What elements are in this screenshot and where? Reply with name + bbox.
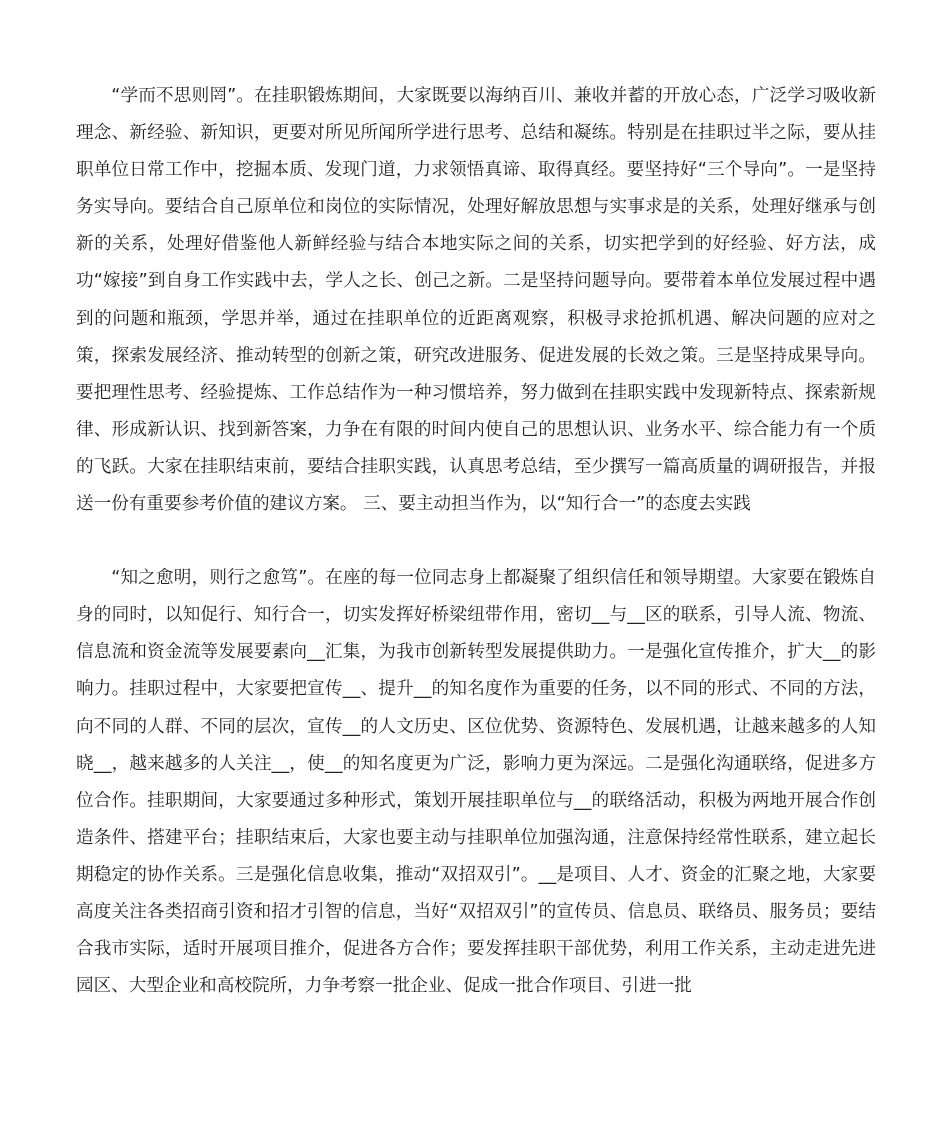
paragraph-1: “学而不思则罔”。在挂职锻炼期间，大家既要以海纳百川、兼收并蓄的开放心态，广泛学习吸收新理念、新经验、新知识，更要对所见所闻所学进行思考、总结和凝练。特别是在挂职过半之际，要从挂职单位日常工作中，挖掘本质、发现门道，力求领悟真谛、取得真经。要坚持好“三个导向”。一是坚持务实导向。要结合自己原单位和岗位的实际情况，处理好解放思想与实事求是的关系，处理好继承与创新的关系，处理好借鉴他人新鲜经验与结合本地实际之间的关系，切实把学到的好经验、好方法，成功“嫁接”到自身工作实践中去，学人之长、创己之新。二是坚持问题导向。要带着本单位发展过程中遇到的问题和瓶颈，学思并举，通过在挂职单位的近距离观察，积极寻求抢抓机遇、解决问题的应对之策，探索发展经济、推动转型的创新之策，研究改进服务、促进发展的长效之策。三是坚持成果导向。要把理性思考、经验提炼、工作总结作为一种习惯培养，努力做到在挂职实践中发现新特点、探索新规律、形成新认识、找到新答案，力争在有限的时间内使自己的思想认识、业务水平、综合能力有一个质的飞跃。大家在挂职结束前，要结合挂职实践，认真思考总结，至少撰写一篇高质量的调研报告，并报送一份有重要参考价值的建议方案。 三、要主动担当作为，以“知行合一”的态度去实践 xyxy=(76,86,876,515)
paragraph-2: “知之愈明，则行之愈笃”。在座的每一位同志身上都凝聚了组织信任和领导期望。大家要在锻炼自身的同时，以知促行、知行合一，切实发挥好桥梁纽带作用，密切__与__区的联系，引导人流、物流、信息流和资金流等发展要素向__汇集，为我市创新转型发展提供助力。一是强化宣传推介，扩大__的影响力。挂职过程中，大家要把宣传__、提升__的知名度作为重要的任务，以不同的形式、不同的方法，向不同的人群、不同的层次，宣传__的人文历史、区位优势、资源特色、发展机遇，让越来越多的人知晓__，越来越多的人关注__，使__的知名度更为广泛，影响力更为深远。二是强化沟通联络，促进多方位合作。挂职期间，大家要通过多种形式，策划开展挂职单位与__的联络活动，积极为两地开展合作创造条件、搭建平台；挂职结束后，大家也要主动与挂职单位加强沟通，注意保持经常性联系，建立起长期稳定的协作关系。三是强化信息收集，推动“双招双引”。__是项目、人才、资金的汇聚之地，大家要高度关注各类招商引资和招才引智的信息，当好“双招双引”的宣传员、信息员、联络员、服务员；要结合我市实际，适时开展项目推介，促进各方合作；要发挥挂职干部优势，利用工作关系，主动走进先进园区、大型企业和高校院所，力争考察一批企业、促成一批合作项目、引进一批 xyxy=(76,568,876,997)
document-body xyxy=(76,78,876,1005)
paragraph-spacer xyxy=(76,523,876,560)
